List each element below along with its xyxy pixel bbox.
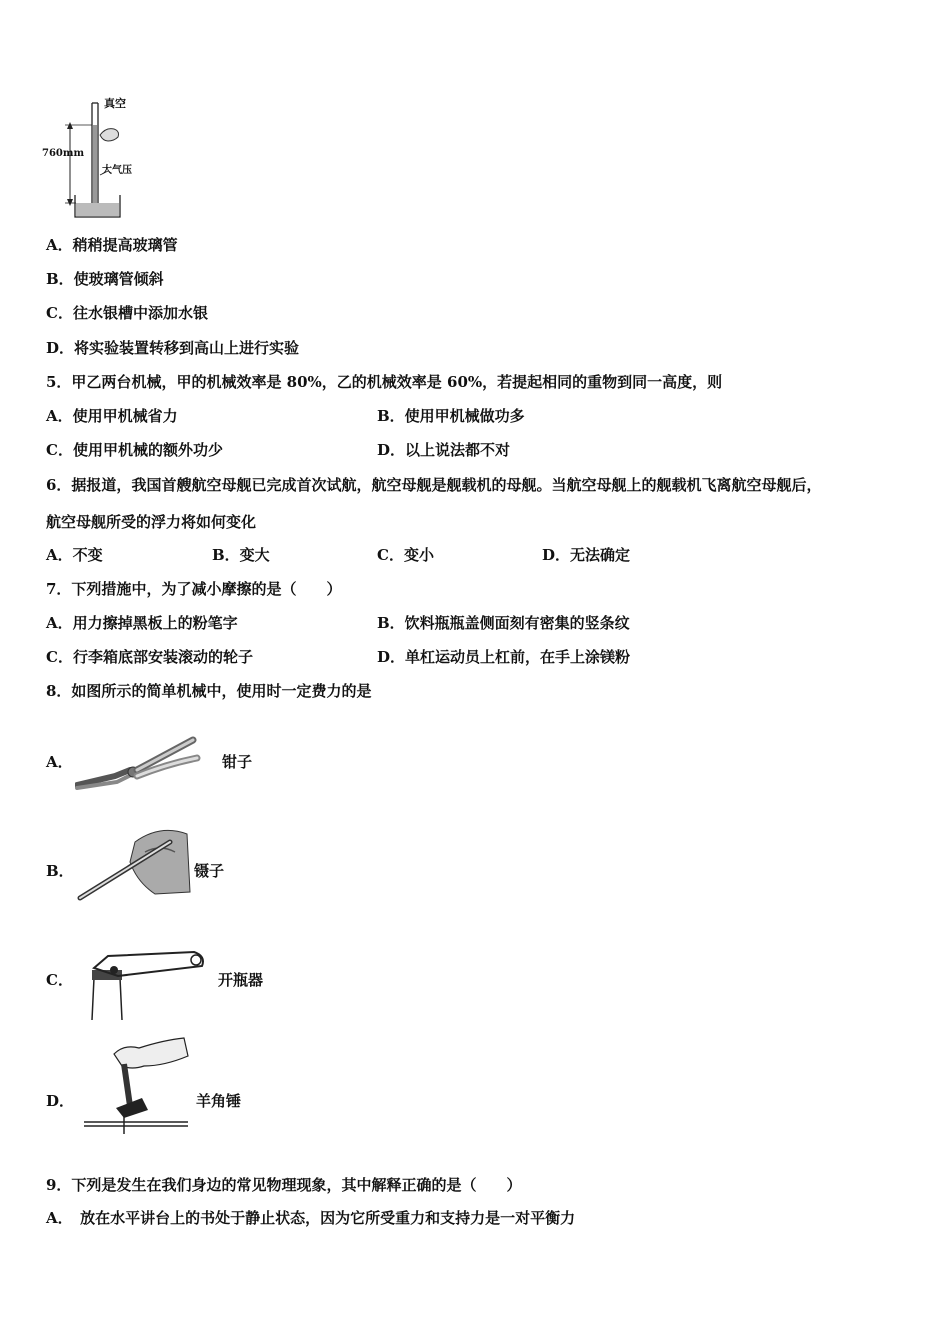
- q8-option-d-label: 羊角锤: [196, 1092, 242, 1110]
- q6-stem-line1: 6．据报道，我国首艘航空母舰已完成首次试航，航空母舰是舰载机的母舰。当航空母舰上的舰载机飞离航空母舰后，: [46, 476, 822, 494]
- label-vacuum: 真空: [104, 97, 126, 110]
- q8-option-b-letter: B．: [46, 862, 74, 880]
- q7-stem: 7．下列措施中，为了减小摩擦的是（ ）: [46, 580, 342, 598]
- q6-option-b: B．变大: [212, 546, 270, 564]
- q6-option-d: D．无法确定: [542, 546, 631, 564]
- q8-option-b-label: 镊子: [194, 862, 225, 880]
- q8-option-a-letter: A．: [46, 753, 73, 771]
- q8-stem: 8．如图所示的简单机械中，使用时一定费力的是: [46, 682, 372, 700]
- q7-option-c: C．行李箱底部安装滚动的轮子: [46, 648, 253, 666]
- tweezers-figure: [75, 822, 193, 904]
- tweezers-drawing: [75, 822, 193, 904]
- q5-option-a: A．使用甲机械省力: [46, 407, 178, 425]
- q5-option-c: C．使用甲机械的额外功少: [46, 441, 223, 459]
- pliers-figure: [75, 730, 205, 795]
- torricelli-figure: [40, 95, 150, 225]
- q4-option-a: A．稍稍提高玻璃管: [46, 236, 178, 254]
- label-height-760mm: 760mm: [42, 148, 85, 159]
- q8-option-d-letter: D．: [46, 1092, 75, 1110]
- q6-option-a: A．不变: [46, 546, 103, 564]
- q7-option-d: D．单杠运动员上杠前，在手上涂镁粉: [377, 648, 631, 666]
- bottle-opener-figure: [84, 948, 210, 1022]
- claw-hammer-figure: [84, 1036, 190, 1136]
- bottle-opener-drawing: [84, 948, 210, 1022]
- q4-option-c: C．往水银槽中添加水银: [46, 304, 208, 322]
- q6-stem-line2: 航空母舰所受的浮力将如何变化: [46, 513, 257, 531]
- q8-option-a-label: 钳子: [222, 753, 253, 771]
- q6-option-c: C．变小: [377, 546, 434, 564]
- q7-option-b: B．饮料瓶瓶盖侧面刻有密集的竖条纹: [377, 614, 630, 632]
- pliers-drawing: [75, 730, 205, 795]
- q4-option-d: D．将实验装置转移到高山上进行实验: [46, 339, 300, 357]
- torricelli-drawing: [40, 95, 150, 225]
- q4-option-b: B．使玻璃管倾斜: [46, 270, 164, 288]
- q9-stem: 9．下列是发生在我们身边的常见物理现象，其中解释正确的是（ ）: [46, 1176, 522, 1194]
- q5-option-b: B．使用甲机械做功多: [377, 407, 525, 425]
- q5-stem: 5．甲乙两台机械，甲的机械效率是 80%，乙的机械效率是 60%，若提起相同的重物到同一高度，则: [46, 373, 723, 391]
- q9-option-a: A． 放在水平讲台上的书处于静止状态，因为它所受重力和支持力是一对平衡力: [46, 1209, 576, 1227]
- label-atmospheric-pressure: 大气压: [102, 165, 132, 176]
- claw-hammer-drawing: [84, 1036, 190, 1136]
- q8-option-c-label: 开瓶器: [218, 971, 264, 989]
- q5-option-d: D．以上说法都不对: [377, 441, 511, 459]
- q8-option-c-letter: C．: [46, 971, 73, 989]
- q7-option-a: A．用力擦掉黑板上的粉笔字: [46, 614, 238, 632]
